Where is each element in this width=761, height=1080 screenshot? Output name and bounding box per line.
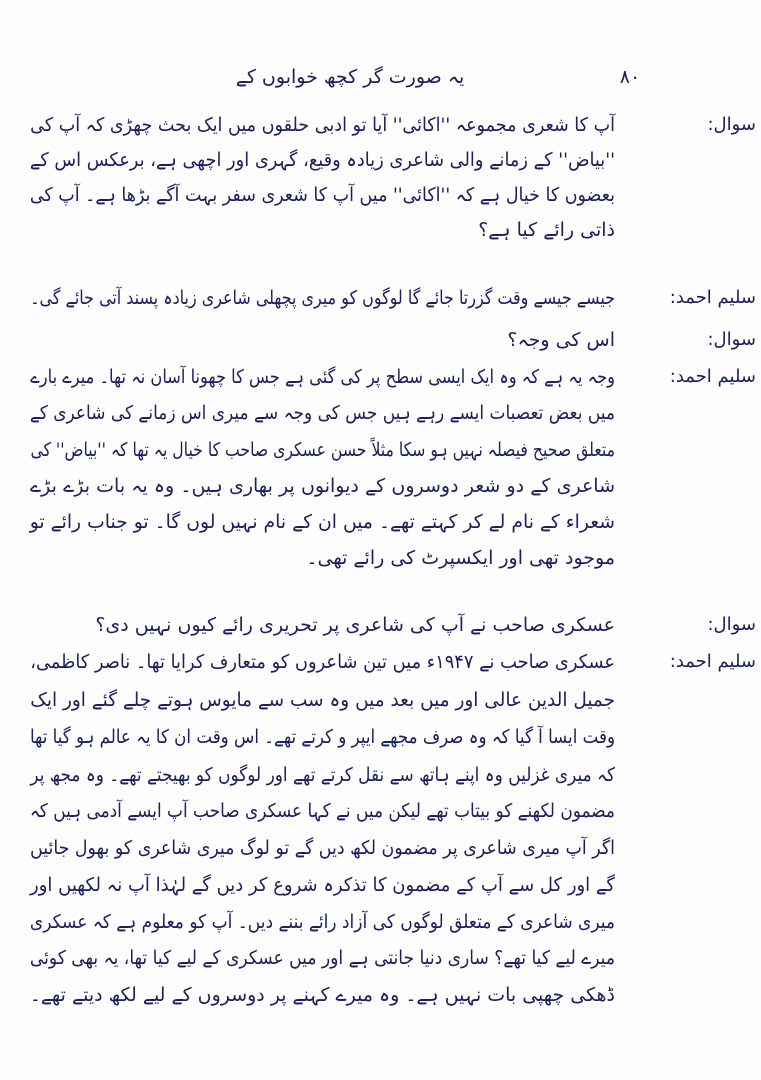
- speaker-label: سوال:: [707, 114, 756, 135]
- text-line: وقت ایسا آ گیا کہ وہ صرف مجھے ایپر و کرتے تھے۔ اس وقت ان کا یہ عالم ہو گیا تھا: [29, 726, 615, 748]
- text-line: مضمون لکھنے کو بیتاب تھے لیکن میں نے کہا عسکری صاحب آپ ایسے آدمی ہیں کہ: [29, 800, 615, 822]
- text-line: میرے لیے کیا تھے؟ ساری دنیا جانتی ہے اور میں عسکری کے لیے کیا تھا، یہ بھی کوئی: [29, 947, 615, 969]
- running-header-title: یہ صورت گر کچھ خوابوں کے: [235, 66, 465, 88]
- text-line: کہ میری غزلیں وہ اپنے ہاتھ سے نقل کرتے تھے اور لوگوں کو بھیجتے تھے۔ وہ مجھ پر: [30, 764, 615, 786]
- speaker-label: سلیم احمد:: [669, 287, 756, 308]
- text-line: جمیل الدین عالی اور میں بعد میں وہ سب سے مایوس ہوتے چلے گئے اور ایک: [30, 689, 615, 711]
- text-line: شعراء کے نام لے کر کہتے تھے۔ میں ان کے نام نہیں لوں گا۔ تو جناب رائے تو: [29, 511, 615, 533]
- text-line: جیسے جیسے وقت گزرتا جائے گا لوگوں کو میری پچھلی شاعری زیادہ پسند آتی جائے گی۔: [30, 287, 615, 309]
- text-line: موجود تھی اور ایکسپرٹ کی رائے تھی۔: [306, 547, 615, 569]
- text-line: اس کی وجہ؟: [507, 329, 615, 351]
- text-line: ''بیاض'' کے زمانے والی شاعری زیادہ وقیع، گہری اور اچھی ہے، برعکس اس کے: [29, 149, 615, 171]
- speaker-label: سلیم احمد:: [669, 651, 756, 672]
- text-line: میری شاعری کے متعلق لوگوں کی آزاد رائے بننے دیں۔ آپ کو معلوم ہے کہ عسکری: [29, 911, 616, 933]
- text-line: شاعری کے دو شعر دوسروں کے دیوانوں پر بھاری ہیں۔ وہ یہ بات بڑے بڑے: [30, 475, 615, 497]
- text-line: گے اور کل سے آپ کے مضمون کا تذکرہ شروع کر دیں گے لہٰذا آپ نہ لکھیں اور: [30, 874, 616, 896]
- speaker-label: سلیم احمد:: [669, 366, 756, 387]
- text-line: ڈھکی چھپی بات نہیں ہے۔ وہ میرے کہنے پر دوسروں کے لیے لکھ دیتے تھے۔: [29, 984, 616, 1006]
- text-line: عسکری صاحب نے آپ کی شاعری پر تحریری رائے کیوں نہیں دی؟: [95, 614, 615, 636]
- text-line: میں بعض تعصبات ایسے رہے ہیں جس کی وجہ سے میری اس زمانے کی شاعری کے: [29, 402, 615, 424]
- speaker-label: سوال:: [707, 614, 756, 635]
- text-line: اگر آپ میری شاعری پر مضمون لکھ دیں گے تو لوگ میری شاعری کو بھول جائیں: [29, 837, 615, 859]
- text-line: بعضوں کا خیال ہے کہ ''اکائی'' میں آپ کا شعری سفر بہت آگے بڑھا ہے۔ آپ کی: [29, 184, 615, 206]
- text-line: وجہ یہ ہے کہ وہ ایک ایسی سطح پر کی گئی ہے جس کا چھونا آسان نہ تھا۔ میرے بارے: [30, 366, 616, 388]
- text-line: آپ کا شعری مجموعہ ''اکائی'' آیا تو ادبی حلقوں میں ایک بحث چھڑی کہ آپ کی: [30, 114, 615, 136]
- text-line: متعلق صحیح فیصلہ نہیں ہو سکا مثلاً حسن عسکری صاحب کا خیال یہ تھا کہ ''بیاض'' کی: [30, 439, 615, 461]
- page-number: ۸۰: [619, 66, 641, 88]
- text-line: ذاتی رائے کیا ہے؟: [478, 219, 615, 241]
- speaker-label: سوال:: [707, 329, 756, 350]
- text-line: عسکری صاحب نے ۱۹۴۷ء میں تین شاعروں کو متعارف کرایا تھا۔ ناصر کاظمی،: [30, 651, 615, 673]
